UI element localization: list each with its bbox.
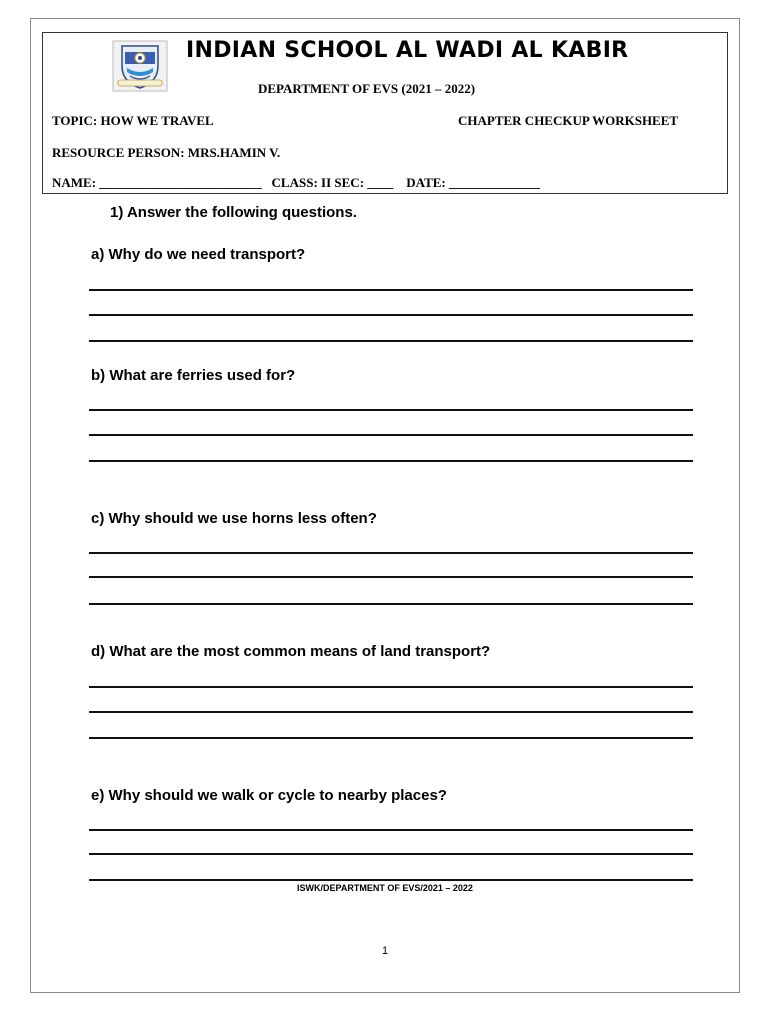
footer-text: ISWK/DEPARTMENT OF EVS/2021 – 2022: [297, 883, 473, 893]
answer-line[interactable]: [89, 552, 693, 554]
answer-line[interactable]: [89, 603, 693, 605]
page-number: 1: [381, 945, 389, 957]
department-title: DEPARTMENT OF EVS (2021 – 2022): [258, 81, 476, 96]
answer-line[interactable]: [89, 460, 693, 462]
question-c: c) Why should we use horns less often?: [91, 510, 377, 527]
answer-line[interactable]: [89, 314, 693, 316]
question-b: b) What are ferries used for?: [91, 367, 296, 384]
school-crest-icon: [112, 40, 168, 92]
student-info-row: NAME: _________________________ CLASS: II SEC: ____ DATE: ______________: [52, 175, 541, 190]
answer-line[interactable]: [89, 829, 693, 831]
answer-line[interactable]: [89, 879, 693, 881]
resource-person: RESOURCE PERSON: MRS.HAMIN V.: [52, 145, 281, 160]
question-e: e) Why should we walk or cycle to nearby places?: [91, 787, 447, 804]
question-d: d) What are the most common means of land transport?: [91, 643, 491, 660]
school-name: INDIAN SCHOOL AL WADI AL KABIR: [186, 38, 629, 63]
question-a: a) Why do we need transport?: [91, 246, 306, 263]
answer-line[interactable]: [89, 409, 693, 411]
answer-line[interactable]: [89, 686, 693, 688]
instruction: 1) Answer the following questions.: [110, 204, 357, 221]
answer-line[interactable]: [89, 711, 693, 713]
answer-line[interactable]: [89, 289, 693, 291]
answer-line[interactable]: [89, 853, 693, 855]
answer-line[interactable]: [89, 576, 693, 578]
answer-line[interactable]: [89, 340, 693, 342]
answer-line[interactable]: [89, 737, 693, 739]
answer-line[interactable]: [89, 434, 693, 436]
worksheet-type: CHAPTER CHECKUP WORKSHEET: [458, 113, 679, 128]
topic-label: TOPIC: HOW WE TRAVEL: [52, 113, 214, 128]
